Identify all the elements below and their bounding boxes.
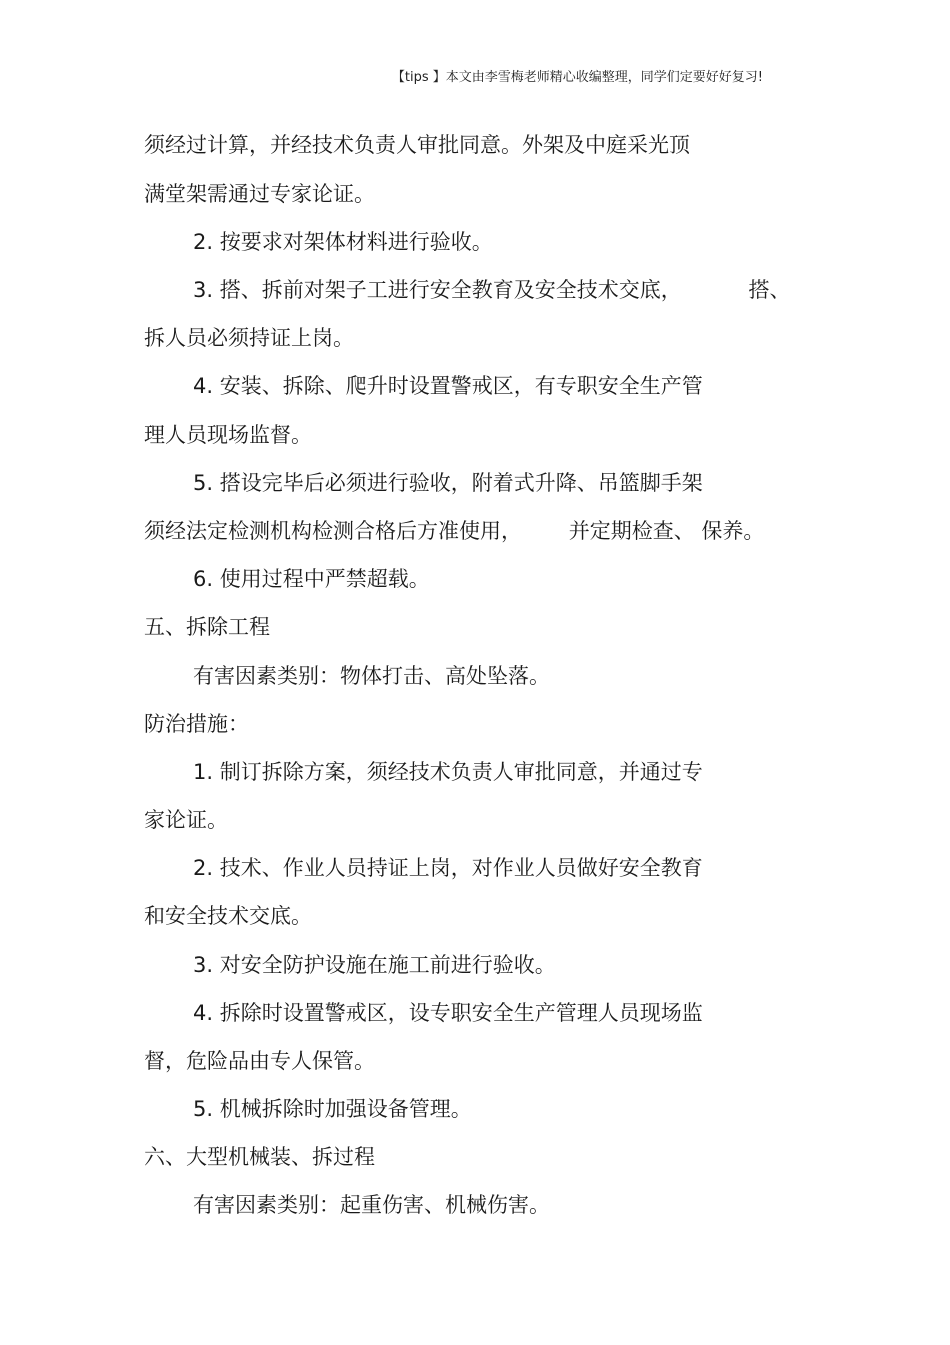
paragraph-line: 家论证。 bbox=[144, 808, 228, 832]
paragraph-line: 督，危险品由专人保管。 bbox=[144, 1049, 375, 1073]
list-item: 5. 机械拆除时加强设备管理。 bbox=[193, 1097, 472, 1121]
list-item: 3. 对安全防护设施在施工前进行验收。 bbox=[193, 953, 556, 977]
paragraph-line: 须经法定检测机构检测合格后方准使用， 并定期检查、 保养。 bbox=[144, 519, 765, 543]
list-item: 2. 按要求对架体材料进行验收。 bbox=[193, 230, 493, 254]
list-item: 5. 搭设完毕后必须进行验收，附着式升降、吊篮脚手架 bbox=[193, 471, 703, 495]
paragraph-line: 有害因素类别：物体打击、高处坠落。 bbox=[193, 664, 550, 688]
list-item: 3. 搭、拆前对架子工进行安全教育及安全技术交底， 搭、 bbox=[193, 278, 791, 302]
section-heading: 六、大型机械装、拆过程 bbox=[144, 1145, 375, 1169]
list-item: 1. 制订拆除方案，须经技术负责人审批同意，并通过专 bbox=[193, 760, 703, 784]
paragraph-line: 拆人员必须持证上岗。 bbox=[144, 326, 354, 350]
list-item: 6. 使用过程中严禁超载。 bbox=[193, 567, 430, 591]
list-item: 2. 技术、作业人员持证上岗，对作业人员做好安全教育 bbox=[193, 856, 703, 880]
paragraph-line: 满堂架需通过专家论证。 bbox=[144, 182, 375, 206]
paragraph-line: 有害因素类别：起重伤害、机械伤害。 bbox=[193, 1193, 550, 1217]
paragraph-line: 和安全技术交底。 bbox=[144, 904, 312, 928]
section-heading: 五、拆除工程 bbox=[144, 615, 270, 639]
paragraph-line: 理人员现场监督。 bbox=[144, 423, 312, 447]
subheading: 防治措施： bbox=[144, 712, 249, 736]
list-item: 4. 拆除时设置警戒区，设专职安全生产管理人员现场监 bbox=[193, 1001, 703, 1025]
paragraph-line: 须经过计算，并经技术负责人审批同意。外架及中庭采光顶 bbox=[144, 133, 690, 157]
header-note: 【tips 】本文由李雪梅老师精心收编整理，同学们定要好好复习! bbox=[391, 70, 763, 85]
list-item: 4. 安装、拆除、爬升时设置警戒区，有专职安全生产管 bbox=[193, 374, 703, 398]
